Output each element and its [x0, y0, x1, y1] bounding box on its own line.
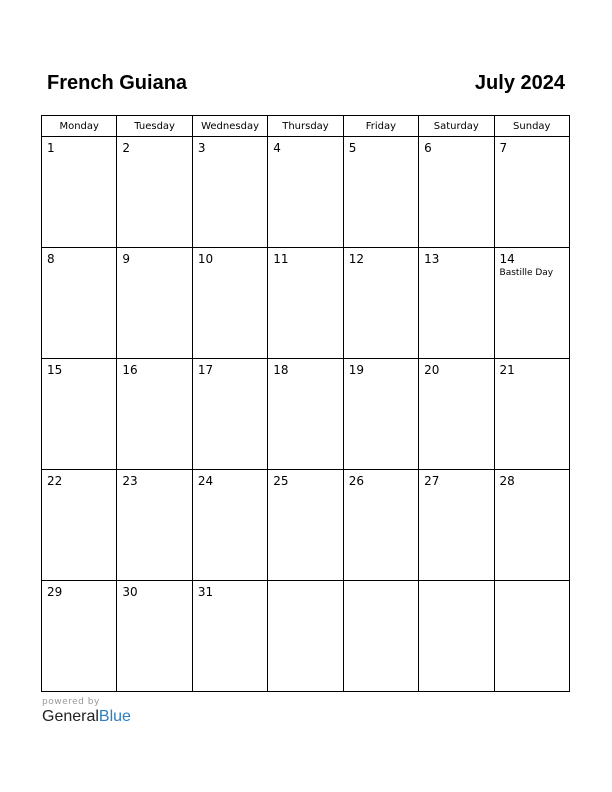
day-number: 11 — [273, 252, 289, 266]
weekday-sunday: Sunday — [494, 116, 569, 137]
weekday-monday: Monday — [42, 116, 117, 137]
day-cell — [494, 248, 569, 359]
weekday-friday: Friday — [343, 116, 418, 137]
day-cell — [42, 248, 117, 359]
day-number: 4 — [273, 141, 281, 155]
day-cell — [494, 137, 569, 248]
day-cell — [117, 359, 192, 470]
day-number: 20 — [424, 363, 440, 377]
day-number: 21 — [499, 363, 515, 377]
day-cell — [268, 137, 343, 248]
day-number: 3 — [197, 141, 206, 155]
week-row-1 — [42, 137, 570, 248]
day-cell — [42, 359, 117, 470]
day-cell — [117, 470, 192, 581]
weekday-wednesday: Wednesday — [192, 116, 267, 137]
day-number: 1 — [47, 141, 55, 155]
day-number: 28 — [499, 474, 515, 488]
day-number: 10 — [197, 252, 214, 266]
day-cell — [419, 137, 494, 248]
day-cell — [192, 137, 267, 248]
day-number: 25 — [273, 474, 289, 488]
day-number — [495, 581, 569, 585]
day-cell — [42, 137, 117, 248]
day-cell — [268, 359, 343, 470]
week-row-3 — [42, 359, 570, 470]
day-cell — [117, 248, 192, 359]
day-number: 22 — [47, 474, 63, 488]
day-cell — [343, 470, 418, 581]
day-number: 29 — [47, 585, 63, 599]
day-number — [344, 581, 418, 585]
week-row-4 — [42, 470, 570, 581]
day-cell — [192, 248, 267, 359]
day-cell — [494, 470, 569, 581]
day-cell — [42, 581, 117, 692]
day-cell — [42, 470, 117, 581]
day-cell — [494, 359, 569, 470]
day-number: 8 — [47, 252, 55, 266]
day-number — [268, 581, 342, 585]
day-cell — [117, 581, 192, 692]
day-cell — [419, 248, 494, 359]
region-title: French Guiana — [47, 72, 188, 94]
brand-logo — [42, 708, 131, 726]
day-number: 2 — [122, 141, 131, 155]
weekday-header-row — [42, 116, 570, 137]
day-number: 17 — [197, 363, 214, 377]
holiday-label: Bastille Day — [499, 268, 554, 278]
weekday-thursday: Thursday — [268, 116, 343, 137]
day-number: 12 — [348, 252, 364, 266]
day-number: 13 — [424, 252, 440, 266]
week-row-5 — [42, 581, 570, 692]
day-cell — [343, 581, 418, 692]
day-cell — [268, 581, 343, 692]
day-number: 24 — [197, 474, 214, 488]
day-cell — [343, 137, 418, 248]
day-cell — [419, 359, 494, 470]
day-cell — [192, 470, 267, 581]
day-number: 9 — [122, 252, 131, 266]
day-number: 6 — [424, 141, 432, 155]
day-cell — [419, 470, 494, 581]
footer-branding — [42, 697, 131, 726]
day-cell — [117, 137, 192, 248]
weekday-tuesday: Tuesday — [117, 116, 192, 137]
day-number: 15 — [47, 363, 63, 377]
calendar-grid — [41, 115, 570, 692]
day-number: 26 — [348, 474, 364, 488]
day-cell — [494, 581, 569, 692]
day-cell — [192, 359, 267, 470]
month-year-title: July 2024 — [474, 72, 565, 94]
day-number: 30 — [122, 585, 138, 599]
day-number — [419, 581, 493, 585]
day-number: 18 — [273, 363, 289, 377]
day-cell — [343, 248, 418, 359]
day-number: 31 — [197, 585, 214, 599]
brand-general-text: General — [42, 708, 99, 725]
day-cell — [419, 581, 494, 692]
day-number: 14 — [499, 252, 515, 266]
day-number: 23 — [122, 474, 138, 488]
day-cell — [343, 359, 418, 470]
day-cell — [268, 248, 343, 359]
day-number: 5 — [348, 141, 357, 155]
day-number: 16 — [122, 363, 138, 377]
day-number: 7 — [499, 141, 508, 155]
powered-by-text: powered by — [42, 697, 100, 707]
weekday-saturday: Saturday — [419, 116, 494, 137]
brand-blue-text: Blue — [98, 708, 131, 725]
day-number: 19 — [348, 363, 364, 377]
week-row-2 — [42, 248, 570, 359]
day-cell — [268, 470, 343, 581]
day-cell — [192, 581, 267, 692]
day-number: 27 — [424, 474, 440, 488]
